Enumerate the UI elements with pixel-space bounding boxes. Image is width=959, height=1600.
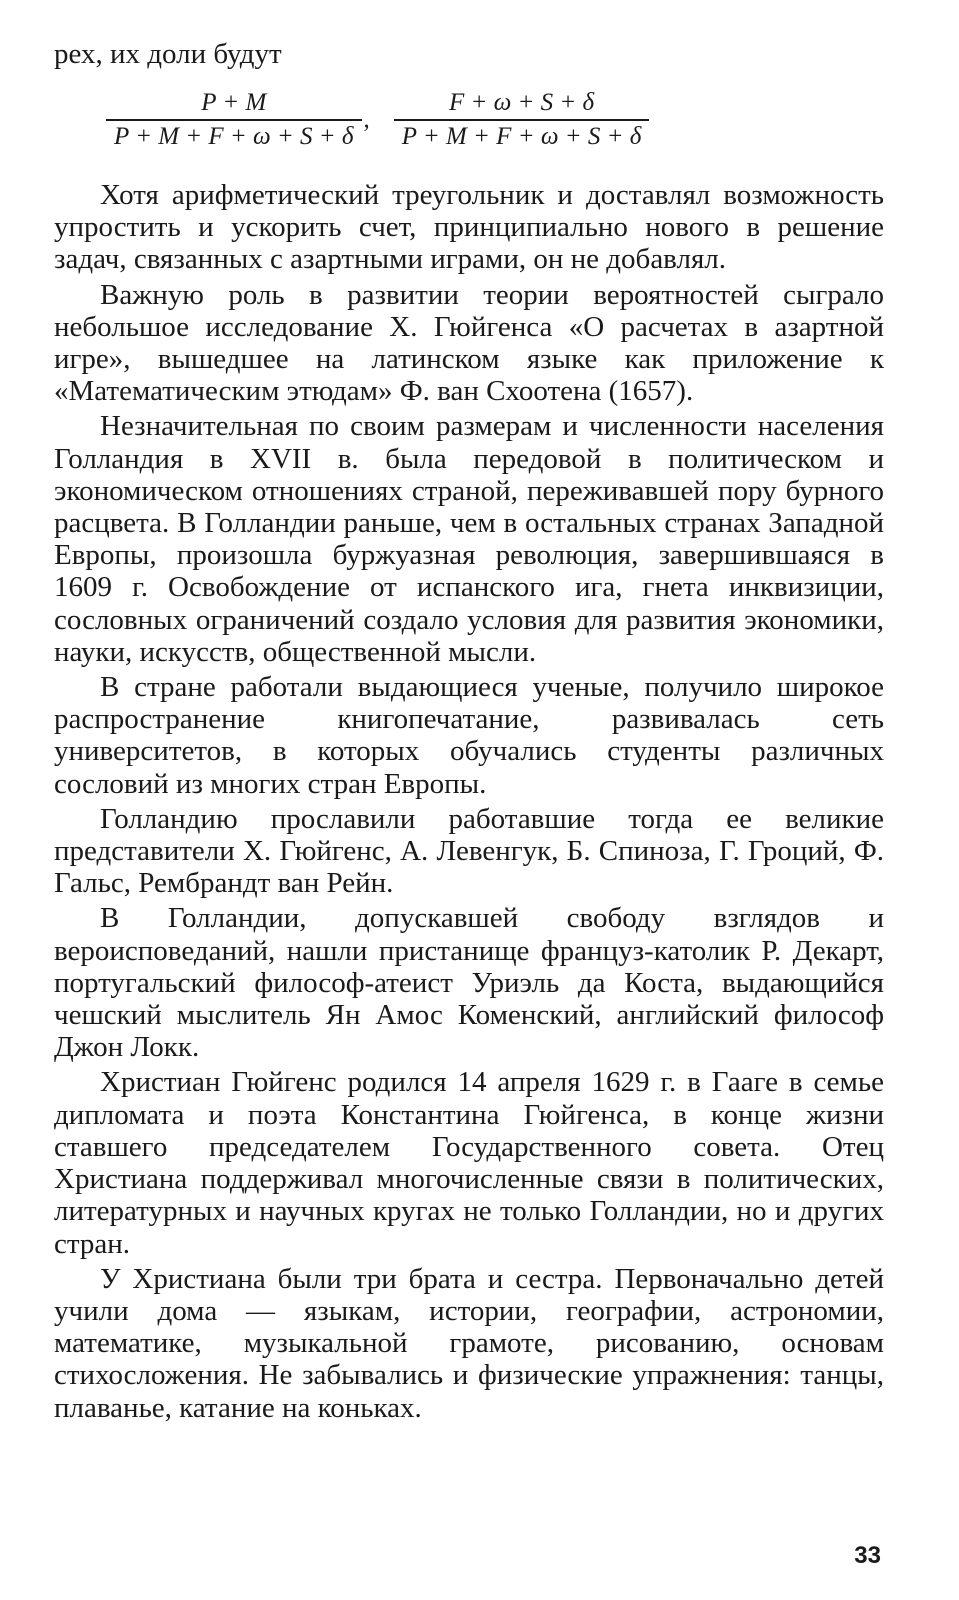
paragraph: В стране работали выдающиеся ученые, получило широкое распространение книгопечатание, развивалась сеть университетов, в которых обучались студенты различных сословий из многих стран Европы. bbox=[54, 671, 884, 800]
paragraph: Хотя арифметический треугольник и доставлял возможность упростить и ускорить счет, принципиально нового в решение задач, связанных с азартными играми, он не добавлял. bbox=[54, 179, 884, 276]
fraction-separator: , bbox=[363, 106, 370, 133]
page-content bbox=[54, 38, 884, 1427]
paragraph: Голландию прославили работавшие тогда ее великие представители Х. Гюйгенс, А. Левенгук, Б. Спиноза, Г. Гроций, Ф. Гальс, Рембрандт ван Рейн. bbox=[54, 802, 884, 900]
opening-line: рех, их доли будут bbox=[54, 38, 282, 70]
fraction-2-numerator: F + ω + S + δ bbox=[394, 89, 650, 121]
paragraph: Важную роль в развитии теории вероятностей сыграло небольшое исследование Х. Гюйгенса «О расчетах в азартной игре», вышедшее на латинском языке как приложение к «Математическим этюдам» Ф. ван Схоотена (1657). bbox=[54, 278, 884, 408]
fraction-1 bbox=[110, 89, 358, 151]
fraction-2-denominator: P + M + F + ω + S + δ bbox=[401, 123, 642, 150]
page-number: 33 bbox=[854, 1542, 881, 1569]
paragraph: У Христиана были три брата и сестра. Первоначально детей учили дома — языкам, истории, географии, астрономии, математике, музыкальной грамоте, рисованию, основам стихосложения. Не забывались и физические упражнения: танцы, плаванье, катание на коньках. bbox=[54, 1262, 884, 1424]
fraction-1-numerator: P + M bbox=[106, 89, 362, 121]
fraction-1-denominator: P + M + F + ω + S + δ bbox=[114, 123, 354, 150]
formula-row bbox=[110, 89, 884, 151]
paragraph: Незначительная по своим размерам и численности населения Голландия в XVII в. была передовой в политическом и экономическом отношениях страной, переживавшей пору бурного расцвета. В Голландии раньше, чем в остальных странах Западной Европы, произошла буржуазная революция, завершившаяся в 1609 г. Освобождение от испанского ига, гнета инквизиции, сословных ограничений создало условия для развития экономики, науки, искусств, общественной мысли. bbox=[54, 410, 884, 668]
paragraph: Христиан Гюйгенс родился 14 апреля 1629 г. в Гааге в семье дипломата и поэта Константина Гюйгенса, в конце жизни ставшего председателем Государственного совета. Отец Христиана поддерживал многочисленные связи в политических, литературных и научных кругах не только Голландии, но и других стран. bbox=[54, 1066, 884, 1260]
paragraph: В Голландии, допускавшей свободу взглядов и вероисповеданий, нашли пристанище француз-католик Р. Декарт, португальский философ-атеист Уриэль да Коста, выдающийся чешский мыслитель Ян Амос Коменский, английский философ Джон Локк. bbox=[54, 902, 884, 1064]
body-text bbox=[54, 179, 884, 1424]
fraction-2 bbox=[398, 89, 646, 151]
